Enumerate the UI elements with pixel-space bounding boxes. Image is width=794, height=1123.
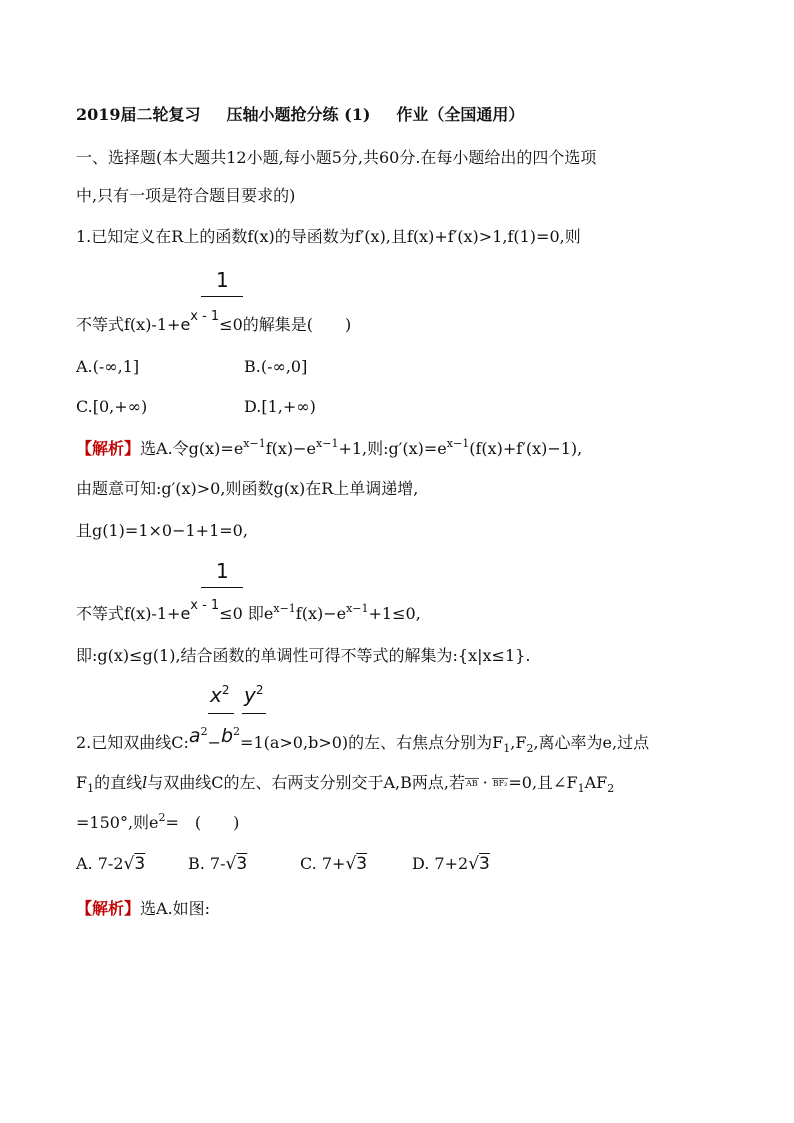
a1-l4-b: f(x)−e [295,604,347,623]
sqrt-symbol-c: √ [345,854,357,874]
q2-frac2-num: y [244,683,256,707]
q1-stem-line-2 [76,309,352,338]
q2-stem-line-3 [76,812,239,836]
a1-l1-d: (f(x)+f′(x)−1), [469,439,583,458]
q2-l2-sub3: 2 [607,782,615,795]
q2-stem-line-1 [76,725,650,756]
analysis-tag: 【解析】 [76,439,141,458]
q1-exp-power: x - 1 [190,309,220,324]
a1-l4-sup2: x−1 [346,602,369,615]
a2-line-1 [76,898,210,920]
q2-l2-sub1: 1 [87,782,95,795]
sqrt-symbol-b: √ [225,854,237,874]
radicand-a: 3 [134,854,146,874]
a1-l1-sup2: x−1 [316,437,339,450]
q2-opt-d-text: D. 7+2 [412,854,469,873]
a1-line-3: 且g(1)=1×0−1+1=0, [76,521,248,540]
q2-frac2-sup: 2 [255,683,264,697]
q2-frac1-num: x [210,683,222,707]
q2-option-b [188,853,247,875]
a1-l1-a: 选A.令g(x)=e [140,439,244,458]
q2-den-a-sup: 2 [200,725,208,738]
dot-product: · [482,773,488,792]
q2-sub2: 2 [526,742,534,755]
q1-stem-suffix: ≤0的解集是( ) [219,315,352,334]
a1-fraction-numerator: 1 [216,559,229,583]
q2-stem-middle: =1(a>0,b>0)的左、右焦点分别为F [240,733,504,752]
q1-option-a: A.(-∞,1] [76,357,140,376]
a1-line-5: 即:g(x)≤g(1),结合函数的单调性可得不等式的解集为:{x|x≤1}. [76,646,531,665]
q2-l3-a: =150°,则e [76,813,159,832]
a1-l4-sup1: x−1 [273,602,296,615]
analysis-tag-2: 【解析】 [76,899,141,918]
sqrt-symbol-d: √ [468,854,480,874]
q2-l2-b: 与双曲线C的左、右两支分别交于A,B两点,若 [147,773,465,792]
q2-denominator-b: b [220,725,234,747]
q2-option-d [412,853,490,875]
q2-line-l: l [142,773,148,792]
q2-l2-c: =0,且∠F [508,773,578,792]
document-title [76,104,524,126]
vector-ab: AB [465,779,478,788]
q1-stem-prefix: 不等式f(x)-1+ [76,315,181,334]
a1-l1-b: f(x)−e [265,439,317,458]
a1-line-2: 由题意可知:g′(x)>0,则函数g(x)在R上单调递增, [76,479,419,498]
q2-fraction1-bar [208,713,234,714]
q2-l2-a: 的直线 [94,773,143,792]
title-part-1: 2019届二轮复习 [76,105,201,124]
section-intro-line-1: 一、选择题(本大题共12小题,每小题5分,共60分.在每小题给出的四个选项 [76,148,597,167]
q1-option-d: D.[1,+∞) [244,397,316,416]
q2-minus: − [207,733,221,752]
q2-fraction1-numerator [210,683,229,707]
q2-fraction2-bar [242,713,266,714]
q2-stem-prefix: 2.已知双曲线C: [76,733,189,752]
a1-l1-sup3: x−1 [446,437,470,450]
title-part-3: 作业（全国通用） [396,105,525,124]
q1-exp-base: e [180,315,191,334]
q2-opt-a-text: A. 7-2 [76,854,124,873]
q2-frac1-sup: 2 [221,683,230,697]
radicand-b: 3 [236,854,248,874]
q2-option-a [76,853,145,875]
q2-fraction2-numerator [244,683,263,707]
a1-l4-exp-power: x - 1 [190,598,220,613]
sqrt-symbol-a: √ [123,854,135,874]
a1-line-4 [76,598,421,627]
q2-den-b-sup: 2 [233,725,241,738]
q2-l2-d: AF [584,773,608,792]
q2-l3-sup: 2 [158,811,166,824]
q2-denominator-a: a [188,725,201,747]
q1-fraction-numerator: 1 [216,268,229,292]
a2-text: 选A.如图: [140,899,211,918]
a1-line-1 [76,438,582,462]
section-intro-line-2: 中,只有一项是符合题目要求的) [76,186,296,205]
q2-option-c [300,853,367,875]
a1-l4-exp-base: e [180,604,191,623]
q1-stem-line-1: 1.已知定义在R上的函数f(x)的导函数为f′(x),且f(x)+f′(x)>1,f(1)=0,则 [76,227,581,246]
radicand-d: 3 [479,854,490,874]
title-part-2: 压轴小题抢分练 (1) [226,105,371,124]
q2-stem-line-2 [76,772,614,796]
a1-l4-prefix: 不等式f(x)-1+ [76,604,181,623]
vector-bf2: BF₂ [492,779,508,788]
a1-l4-a: ≤0 即e [219,604,274,623]
q1-option-b: B.(-∞,0] [244,357,308,376]
a1-l1-sup1: x−1 [243,437,266,450]
q1-fraction-bar [201,296,243,297]
radicand-c: 3 [356,854,368,874]
q2-opt-b-text: B. 7- [188,854,226,873]
a1-l1-c: +1,则:g′(x)=e [338,439,447,458]
q2-comma-f2: ,F [510,733,527,752]
q2-sub1: 1 [503,742,511,755]
q2-l2-sub2: 1 [577,782,585,795]
q2-l3-b: = ( ) [165,813,240,832]
q2-opt-c-text: C. 7+ [300,854,346,873]
q2-stem-end: ,离心率为e,过点 [533,733,650,752]
a1-fraction-bar [201,587,243,588]
q1-option-c: C.[0,+∞) [76,397,148,416]
a1-l4-c: +1≤0, [368,604,421,623]
q2-l2-f: F [76,773,88,792]
